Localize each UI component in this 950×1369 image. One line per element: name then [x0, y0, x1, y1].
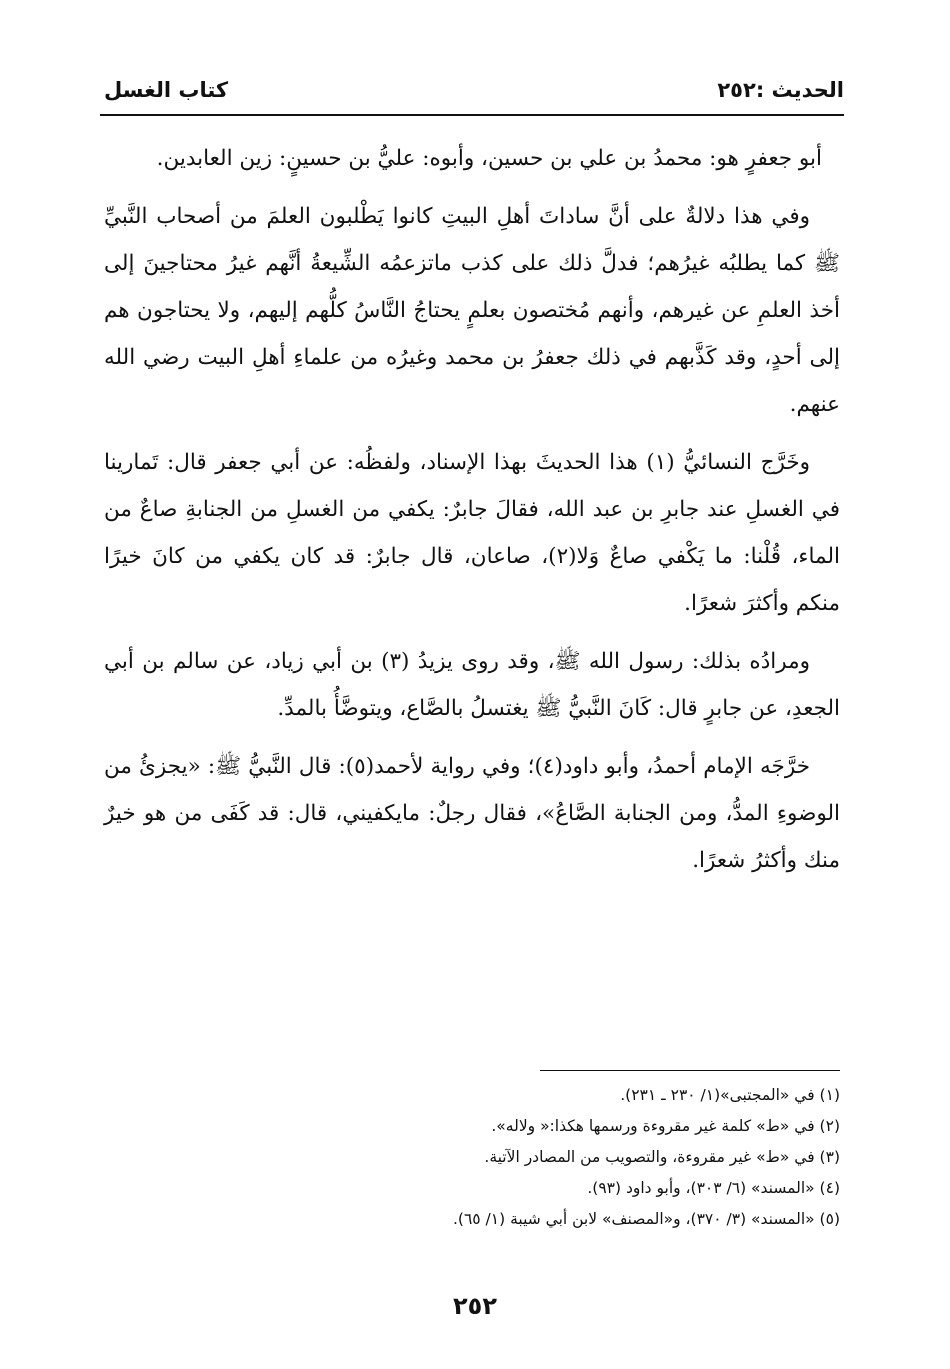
- footnote-divider: [540, 1070, 840, 1071]
- header-divider: [100, 114, 844, 116]
- paragraph: خرَّجَه الإمام أحمدُ، وأبو داود(٤)؛ وفي رواية لأحمد(٥): قال النَّبيُّ ﷺ: «يجزئُ من الوضوءِ المدُّ، ومن الجنابة الصَّاعُ»، فقال رجلٌ: مايكفيني، قال: قد كَفَى من هو خيرٌ منك وأكثرُ شعرًا.: [104, 754, 840, 873]
- footnote: (٣) في «ط» غير مقروءة، والتصويب من المصادر الآتية.: [484, 1148, 840, 1166]
- footnote: (١) في «المجتبى»(١/ ٢٣٠ ـ ٢٣١).: [620, 1086, 840, 1104]
- paragraph: وفي هذا دلالةٌ على أنَّ ساداتَ أهلِ البيتِ كانوا يَطْلبون العلمَ من أصحاب النَّبيِّ ﷺ كما يطلبُه غيرُهم؛ فدلَّ ذلك على كذب ماتزعمُه الشِّيعةُ أنَّهم غيرُ محتاجينَ إلى أخذ العلمِ عن غيرهم، وأنهم مُختصون بعلمٍ يحتاجُ النَّاسُ كلُّهم إليهم، ولا يحتاجون هم إلى أحدٍ، وقد كَذَّبهم في ذلك جعفرُ بن محمد وغيرُه من علماءِ أهلِ البيت رضي الله عنهم.: [104, 204, 840, 417]
- footnote: (٥) «المسند» (٣/ ٣٧٠)، و«المصنف» لابن أبي شيبة (١/ ٦٥).: [452, 1210, 840, 1228]
- footnote: (٢) في «ط» كلمة غير مقروءة ورسمها هكذا:« ولاله».: [491, 1117, 840, 1135]
- paragraph: ومرادُه بذلك: رسول الله ﷺ، وقد روى يزيدُ (٣) بن أبي زياد، عن سالم بن أبي الجعدِ، عن جابرٍ قال: كَانَ النَّبيُّ ﷺ يغتسلُ بالصَّاع، ويتوضَّأُ بالمدِّ.: [104, 649, 840, 721]
- paragraph: وخَرَّج النسائيُّ (١) هذا الحديثَ بهذا الإسناد، ولفظُه: عن أبي جعفر قال: تَمارينا في الغسلِ عند جابرِ بن عبد الله، فقالَ جابرٌ: يكفي من الغسلِ من الجنابةِ صاعٌ من الماء، قُلْنا: ما يَكْفي صاعٌ وَلا(٢)، صاعان، قال جابرٌ: قد كان يكفي من كانَ خيرًا منكم وأكثرَ شعرًا.: [104, 450, 841, 616]
- hadith-number-label: الحديث :٢٥٢: [717, 78, 844, 102]
- running-header: [104, 78, 844, 108]
- book-chapter-title: كتاب الغسل: [104, 78, 229, 102]
- footnote: (٤) «المسند» (٦/ ٣٠٣)، وأبو داود (٩٣).: [587, 1179, 840, 1197]
- main-text: [104, 135, 840, 895]
- footnotes: [104, 1080, 840, 1235]
- page-number: ٢٥٢: [453, 1292, 497, 1320]
- paragraph: أبو جعفرٍ هو: محمدُ بن علي بن حسين، وأبوه: عليُّ بن حسينٍ: زين العابدين.: [156, 146, 822, 171]
